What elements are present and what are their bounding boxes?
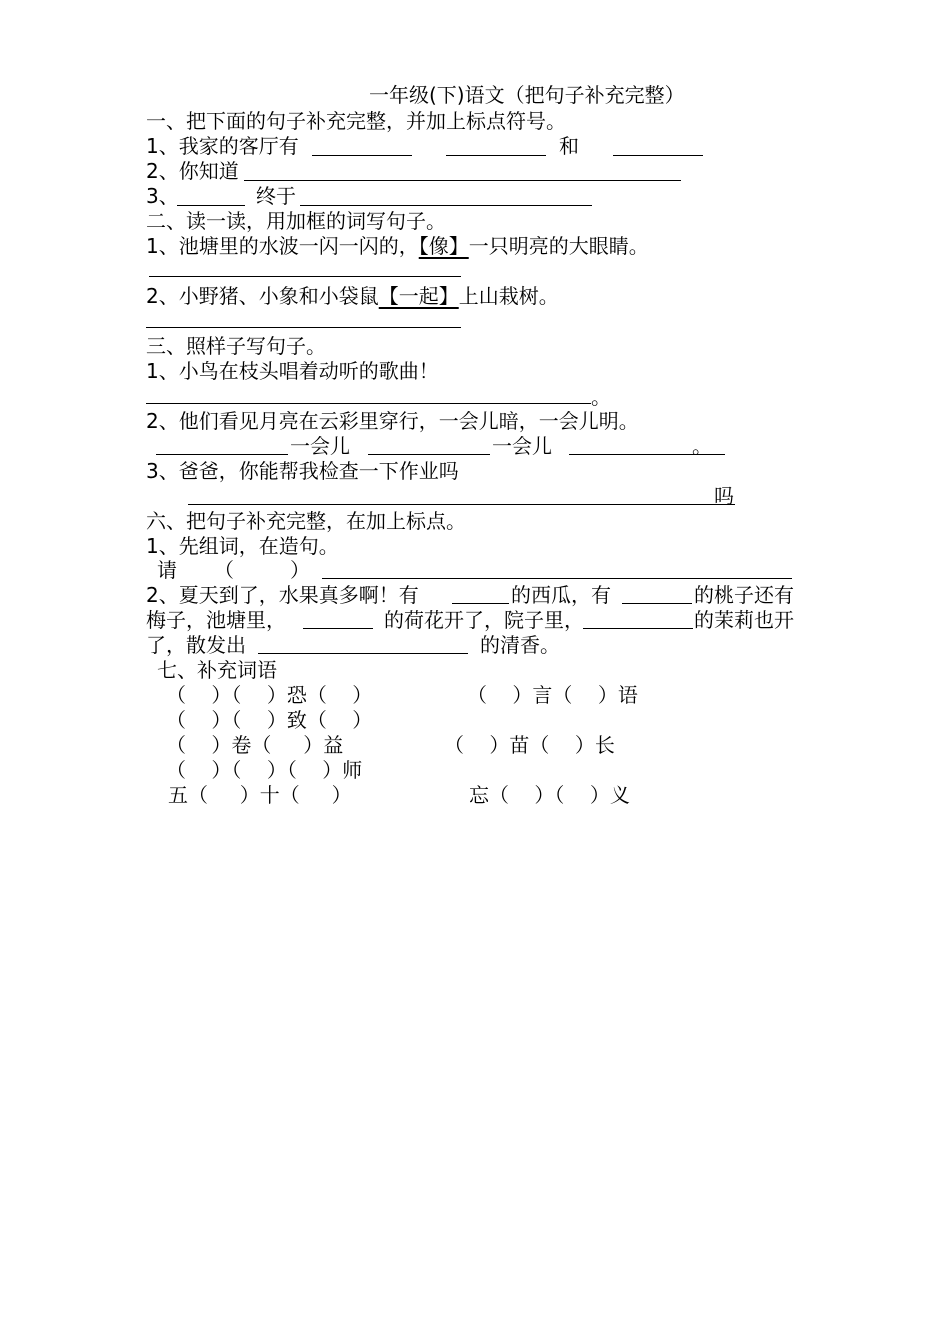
s6-q1-text: 1、先组词，在造句。: [146, 534, 339, 558]
s3-q1-text: 1、小鸟在枝头唱着动听的歌曲！: [146, 359, 439, 383]
s3-q2-a: 一会儿: [290, 434, 350, 458]
section-7-heading: 七、补充词语: [157, 658, 277, 682]
s1-q1-and: 和: [559, 134, 579, 158]
s3-q2-end: 。: [692, 434, 712, 458]
s6-q1-word: 请: [157, 558, 177, 582]
s1-q2-blank[interactable]: [244, 180, 681, 181]
s6-q2-line2a: 梅子，池塘里，: [146, 608, 286, 632]
s1-q1-text: 1、我家的客厅有: [146, 134, 299, 158]
s2-q2-pre: 2、小野猪、小象和小袋鼠: [146, 284, 379, 308]
s1-q1-blank-2[interactable]: [446, 155, 546, 156]
s3-q3-answer-line[interactable]: [188, 504, 735, 505]
s1-q3-blank-2[interactable]: [300, 205, 592, 206]
s3-q3-text: 3、爸爸，你能帮我检查一下作业吗: [146, 459, 459, 483]
s2-q2-text: [146, 284, 559, 308]
s1-q1-blank-1[interactable]: [312, 155, 412, 156]
s7-row3-left: （ ）卷（ ）益: [166, 733, 344, 757]
section-3-heading: 三、照样子写句子。: [146, 334, 326, 358]
s2-q1-answer-line[interactable]: [149, 276, 461, 277]
section-1-heading: 一、把下面的句子补充完整，并加上标点符号。: [146, 109, 566, 133]
page-title: 一年级(下)语文（把句子补充完整）: [369, 83, 685, 107]
s6-q2-blank-2[interactable]: [622, 603, 692, 604]
s6-q2-line3b: 的清香。: [480, 633, 560, 657]
s6-q2-line3a: 了，散发出: [146, 633, 246, 657]
s7-row4-left: （ ）（ ）（ ）师: [166, 758, 363, 782]
section-6-heading: 六、把句子补充完整，在加上标点。: [146, 509, 466, 533]
s2-q2-boxed-word: 【一起】: [378, 284, 459, 308]
s7-row5-left: 五（ ）十（ ）: [168, 783, 352, 807]
s3-q2-b: 一会儿: [492, 434, 552, 458]
s2-q1-pre: 1、池塘里的水波一闪一闪的，: [146, 234, 419, 258]
section-2-heading: 二、读一读，用加框的词写句子。: [146, 209, 446, 233]
s1-q3-end: 终于: [256, 184, 296, 208]
s1-q2-text: 2、你知道: [146, 159, 239, 183]
s6-q2-line2c: 的茉莉也开: [694, 608, 794, 632]
s6-q1-answer-line[interactable]: [322, 578, 792, 579]
s1-q3-blank-1[interactable]: [177, 205, 245, 206]
s6-q2-blank-5[interactable]: [258, 653, 468, 654]
s2-q2-post: 上山栽树。: [458, 284, 559, 308]
s3-q1-end: 。: [591, 385, 611, 409]
s2-q1-boxed-word: 【像】: [418, 234, 469, 258]
s6-q2-blank-3[interactable]: [303, 628, 373, 629]
s2-q1-post: 一只明亮的大眼睛。: [468, 234, 649, 258]
s3-q1-answer-line[interactable]: [146, 403, 591, 404]
s7-row1-right: （ ）言（ ）语: [467, 683, 638, 707]
s6-q2-line2b: 的荷花开了，院子里，: [384, 608, 584, 632]
s1-q3-text: 3、: [146, 184, 179, 208]
s6-q1-open-paren: （: [214, 558, 234, 582]
s1-q1-blank-3[interactable]: [613, 155, 703, 156]
s3-q2-text: 2、他们看见月亮在云彩里穿行，一会儿暗，一会儿明。: [146, 409, 639, 433]
s6-q2-blank-4[interactable]: [583, 628, 693, 629]
s3-q2-blank-1[interactable]: [156, 454, 288, 455]
s6-q2-blank-1[interactable]: [452, 603, 509, 604]
s3-q3-end: 吗: [714, 484, 734, 508]
s2-q2-answer-line[interactable]: [146, 327, 461, 328]
s7-row2-left: （ ）（ ）致（ ）: [166, 708, 373, 732]
s2-q1-text: [146, 234, 649, 258]
s7-row5-right: 忘（ ）（ ）义: [469, 783, 630, 807]
s6-q2-line1c: 的桃子还有: [694, 583, 794, 607]
s7-row1-left: （ ）（ ）恐（ ）: [166, 683, 373, 707]
s3-q2-blank-2[interactable]: [368, 454, 490, 455]
s6-q2-line1a: 2、夏天到了，水果真多啊！有: [146, 583, 419, 607]
s6-q1-close-paren: ）: [290, 558, 310, 582]
s7-row3-right: （ ）苗（ ）长: [444, 733, 615, 757]
s6-q2-line1b: 的西瓜，有: [511, 583, 611, 607]
